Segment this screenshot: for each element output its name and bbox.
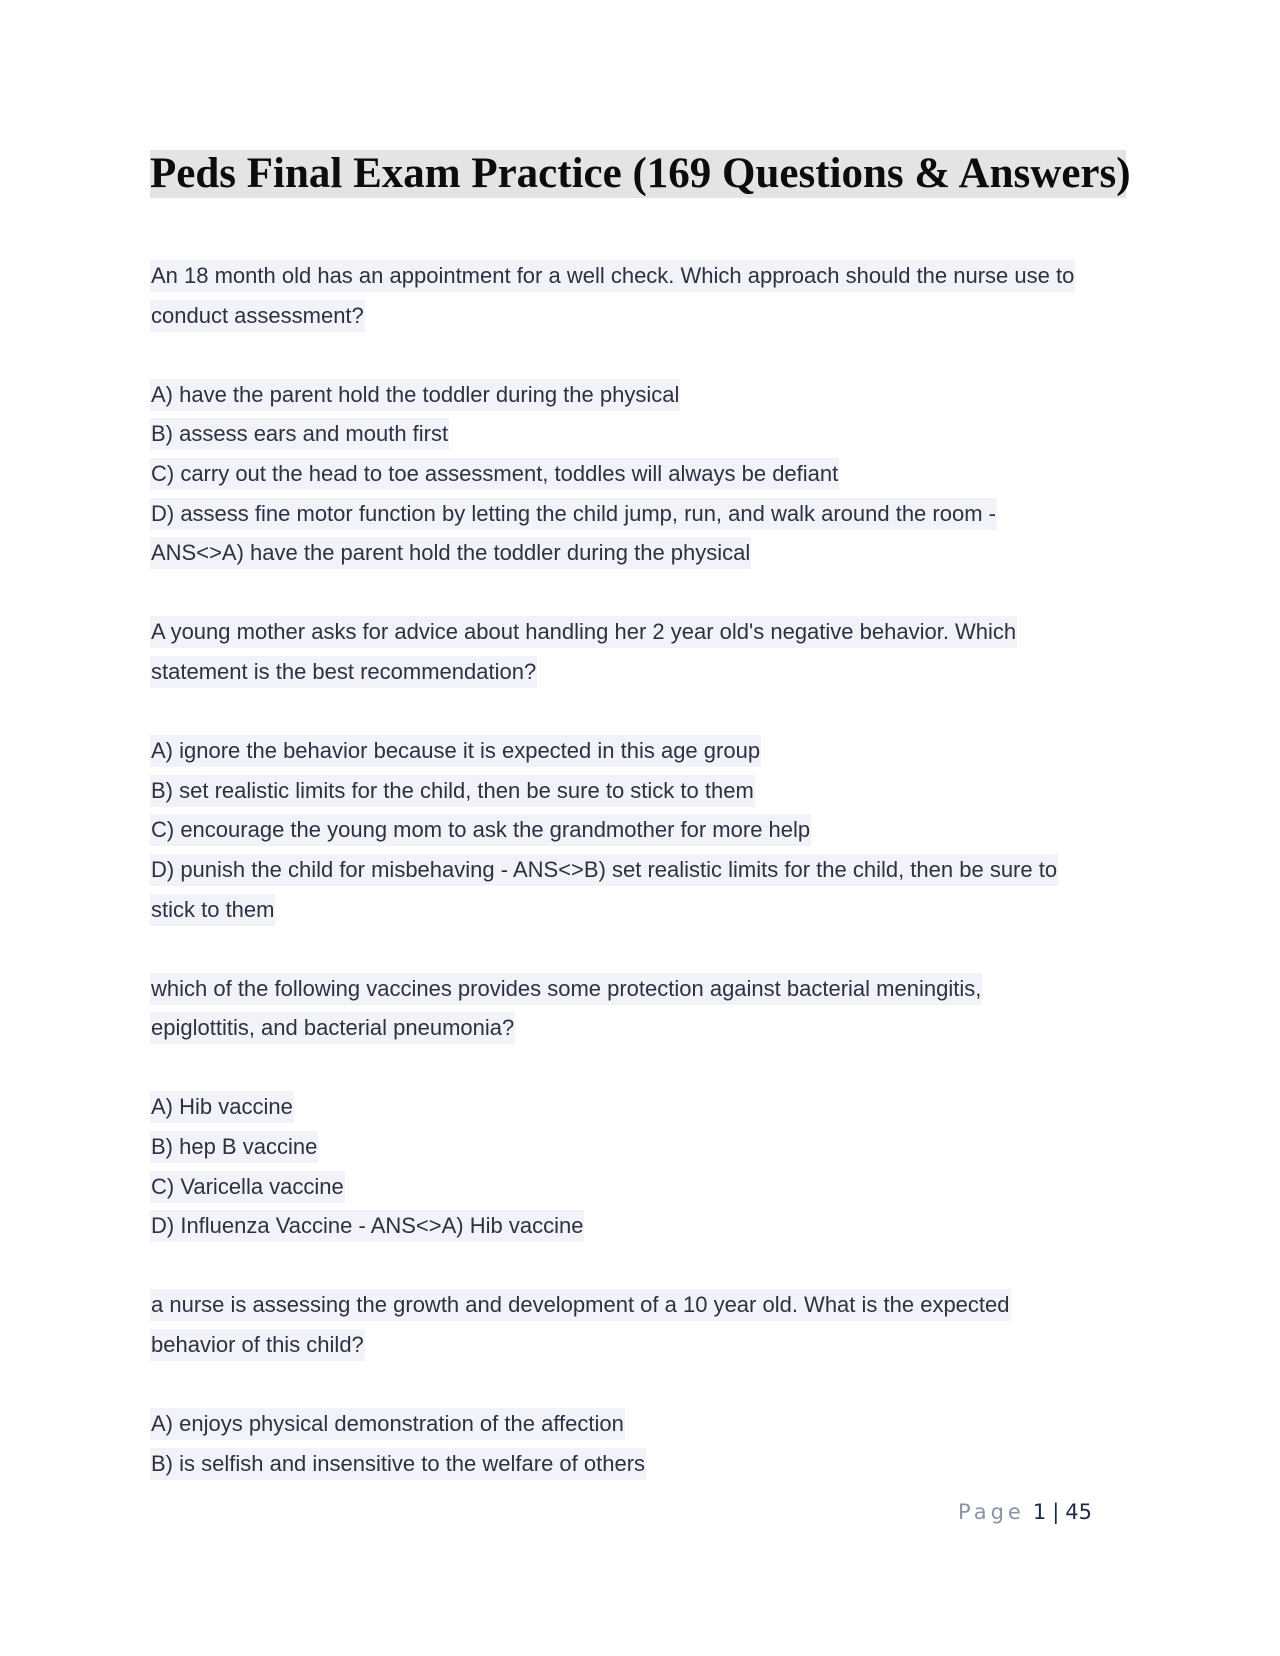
answer-option: D) punish the child for misbehaving - ANS<>B) set realistic limits for the child, then be sure to: [150, 850, 1140, 890]
answer-option: B) is selfish and insensitive to the welfare of others: [150, 1444, 1140, 1484]
question-stem-line: An 18 month old has an appointment for a well check. Which approach should the nurse use to: [150, 256, 1140, 296]
question-block: [150, 256, 1140, 573]
answer-option: A) Hib vaccine: [150, 1087, 1140, 1127]
answer-option: B) set realistic limits for the child, then be sure to stick to them: [150, 771, 1140, 811]
question-stem-line: statement is the best recommendation?: [150, 652, 1140, 692]
page-number: 1: [1032, 1500, 1047, 1524]
page-footer: [958, 1500, 1092, 1524]
page-total: 45: [1065, 1500, 1093, 1524]
answer-option: A) ignore the behavior because it is expected in this age group: [150, 731, 1140, 771]
answer-key: stick to them: [150, 890, 1140, 930]
answer-option: A) have the parent hold the toddler during the physical: [150, 375, 1140, 415]
page-separator: |: [1052, 1500, 1060, 1524]
answer-option: C) encourage the young mom to ask the grandmother for more help: [150, 810, 1140, 850]
document-body: [150, 256, 1140, 1483]
question-stem-line: a nurse is assessing the growth and development of a 10 year old. What is the expected: [150, 1285, 1140, 1325]
answer-option: C) Varicella vaccine: [150, 1167, 1140, 1207]
question-stem-line: which of the following vaccines provides some protection against bacterial meningitis,: [150, 969, 1140, 1009]
page-label: Page: [958, 1500, 1025, 1524]
answer-key: ANS<>A) have the parent hold the toddler during the physical: [150, 533, 1140, 573]
answer-option: B) assess ears and mouth first: [150, 414, 1140, 454]
question-stem-line: A young mother asks for advice about handling her 2 year old's negative behavior. Which: [150, 612, 1140, 652]
question-stem-line: epiglottitis, and bacterial pneumonia?: [150, 1008, 1140, 1048]
question-stem-line: conduct assessment?: [150, 296, 1140, 336]
question-stem-line: behavior of this child?: [150, 1325, 1140, 1365]
answer-option: B) hep B vaccine: [150, 1127, 1140, 1167]
answer-option: D) assess fine motor function by letting the child jump, run, and walk around the room -: [150, 494, 1140, 534]
question-block: [150, 1285, 1140, 1483]
document-title: Peds Final Exam Practice (169 Questions & Answers): [150, 150, 1131, 197]
answer-option: C) carry out the head to toe assessment, toddles will always be defiant: [150, 454, 1140, 494]
answer-key: D) Influenza Vaccine - ANS<>A) Hib vaccine: [150, 1206, 1140, 1246]
question-block: [150, 969, 1140, 1246]
question-block: [150, 612, 1140, 929]
answer-option: A) enjoys physical demonstration of the affection: [150, 1404, 1140, 1444]
